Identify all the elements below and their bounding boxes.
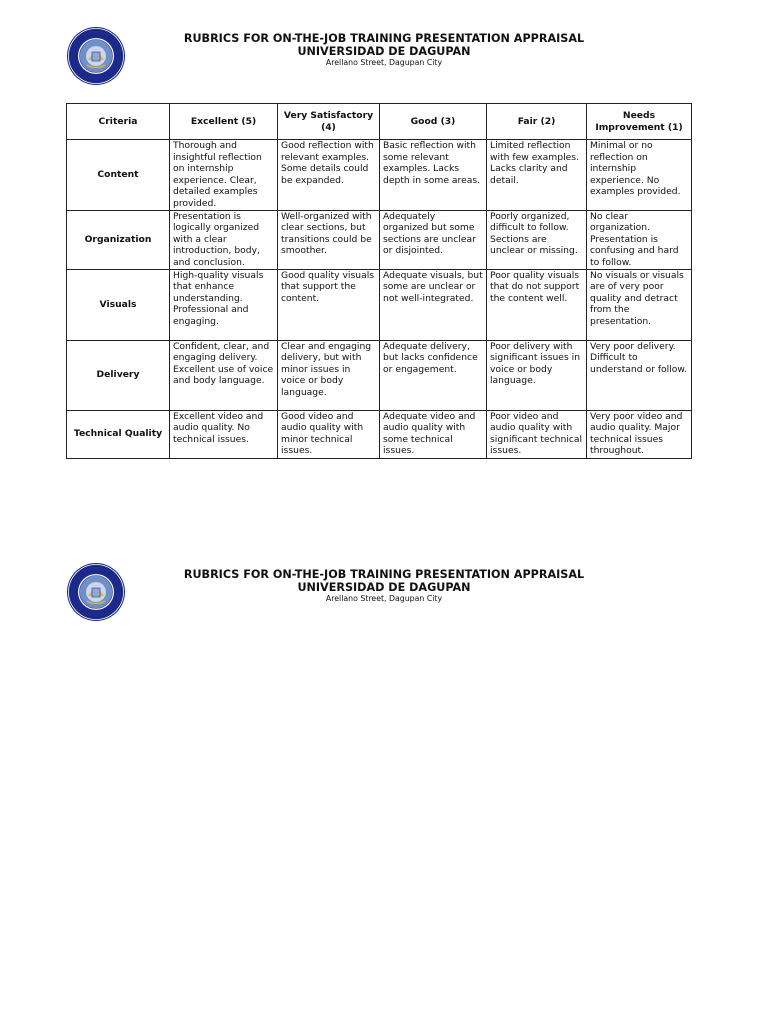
column-header-very-satisfactory: Very Satisfactory (4) bbox=[278, 104, 380, 140]
column-header-needs-improvement: Needs Improvement (1) bbox=[587, 104, 692, 140]
rubric-cell: Adequately organized but some sections are unclear or disjointed. bbox=[380, 210, 487, 269]
table-row bbox=[67, 210, 692, 269]
university-address: Arellano Street, Dagupan City bbox=[325, 58, 443, 67]
column-header-good: Good (3) bbox=[380, 104, 487, 140]
rubric-cell: Poor quality visuals that do not support the content well. bbox=[487, 269, 587, 340]
column-header-fair: Fair (2) bbox=[487, 104, 587, 140]
criterion-label: Organization bbox=[67, 210, 170, 269]
rubric-cell: Good video and audio quality with minor technical issues. bbox=[278, 410, 380, 458]
rubric-cell: Confident, clear, and engaging delivery. Excellent use of voice and body language. bbox=[170, 340, 278, 410]
rubric-cell: Good quality visuals that support the content. bbox=[278, 269, 380, 340]
table-row bbox=[67, 340, 692, 410]
rubric-cell: Adequate video and audio quality with some technical issues. bbox=[380, 410, 487, 458]
rubric-table bbox=[66, 103, 692, 459]
rubric-cell: Poorly organized, difficult to follow. Sections are unclear or missing. bbox=[487, 210, 587, 269]
column-header-excellent: Excellent (5) bbox=[170, 104, 278, 140]
criterion-label: Content bbox=[67, 140, 170, 211]
rubric-cell: Thorough and insightful reflection on internship experience. Clear, detailed examples provided. bbox=[170, 140, 278, 211]
rubric-cell: Limited reflection with few examples. Lacks clarity and detail. bbox=[487, 140, 587, 211]
document-title: RUBRICS FOR ON-THE-JOB TRAINING PRESENTATION APPRAISAL bbox=[183, 32, 585, 45]
table-header-row bbox=[67, 104, 692, 140]
rubric-cell: Adequate delivery, but lacks confidence or engagement. bbox=[380, 340, 487, 410]
table-row bbox=[67, 140, 692, 211]
document-header-repeat bbox=[0, 562, 768, 626]
rubric-cell: Minimal or no reflection on internship experience. No examples provided. bbox=[587, 140, 692, 211]
document-header bbox=[0, 26, 768, 90]
criterion-label: Technical Quality bbox=[67, 410, 170, 458]
rubric-cell: Excellent video and audio quality. No technical issues. bbox=[170, 410, 278, 458]
table-row bbox=[67, 410, 692, 458]
rubric-cell: Poor video and audio quality with significant technical issues. bbox=[487, 410, 587, 458]
university-name: UNIVERSIDAD DE DAGUPAN bbox=[297, 581, 471, 594]
rubric-cell: No visuals or visuals are of very poor quality and detract from the presentation. bbox=[587, 269, 692, 340]
column-header-criteria: Criteria bbox=[67, 104, 170, 140]
rubric-cell: Presentation is logically organized with a clear introduction, body, and conclusion. bbox=[170, 210, 278, 269]
rubric-cell: Well-organized with clear sections, but transitions could be smoother. bbox=[278, 210, 380, 269]
criterion-label: Visuals bbox=[67, 269, 170, 340]
table-row bbox=[67, 269, 692, 340]
criterion-label: Delivery bbox=[67, 340, 170, 410]
document-title: RUBRICS FOR ON-THE-JOB TRAINING PRESENTATION APPRAISAL bbox=[183, 568, 585, 581]
rubric-cell: Basic reflection with some relevant examples. Lacks depth in some areas. bbox=[380, 140, 487, 211]
university-address: Arellano Street, Dagupan City bbox=[325, 594, 443, 603]
rubric-cell: Clear and engaging delivery, but with minor issues in voice or body language. bbox=[278, 340, 380, 410]
rubric-cell: Good reflection with relevant examples. Some details could be expanded. bbox=[278, 140, 380, 211]
rubric-cell: Adequate visuals, but some are unclear or not well-integrated. bbox=[380, 269, 487, 340]
rubric-cell: High-quality visuals that enhance understanding. Professional and engaging. bbox=[170, 269, 278, 340]
rubric-cell: No clear organization. Presentation is confusing and hard to follow. bbox=[587, 210, 692, 269]
rubric-cell: Very poor delivery. Difficult to understand or follow. bbox=[587, 340, 692, 410]
rubric-cell: Poor delivery with significant issues in voice or body language. bbox=[487, 340, 587, 410]
university-name: UNIVERSIDAD DE DAGUPAN bbox=[297, 45, 471, 58]
rubric-cell: Very poor video and audio quality. Major technical issues throughout. bbox=[587, 410, 692, 458]
